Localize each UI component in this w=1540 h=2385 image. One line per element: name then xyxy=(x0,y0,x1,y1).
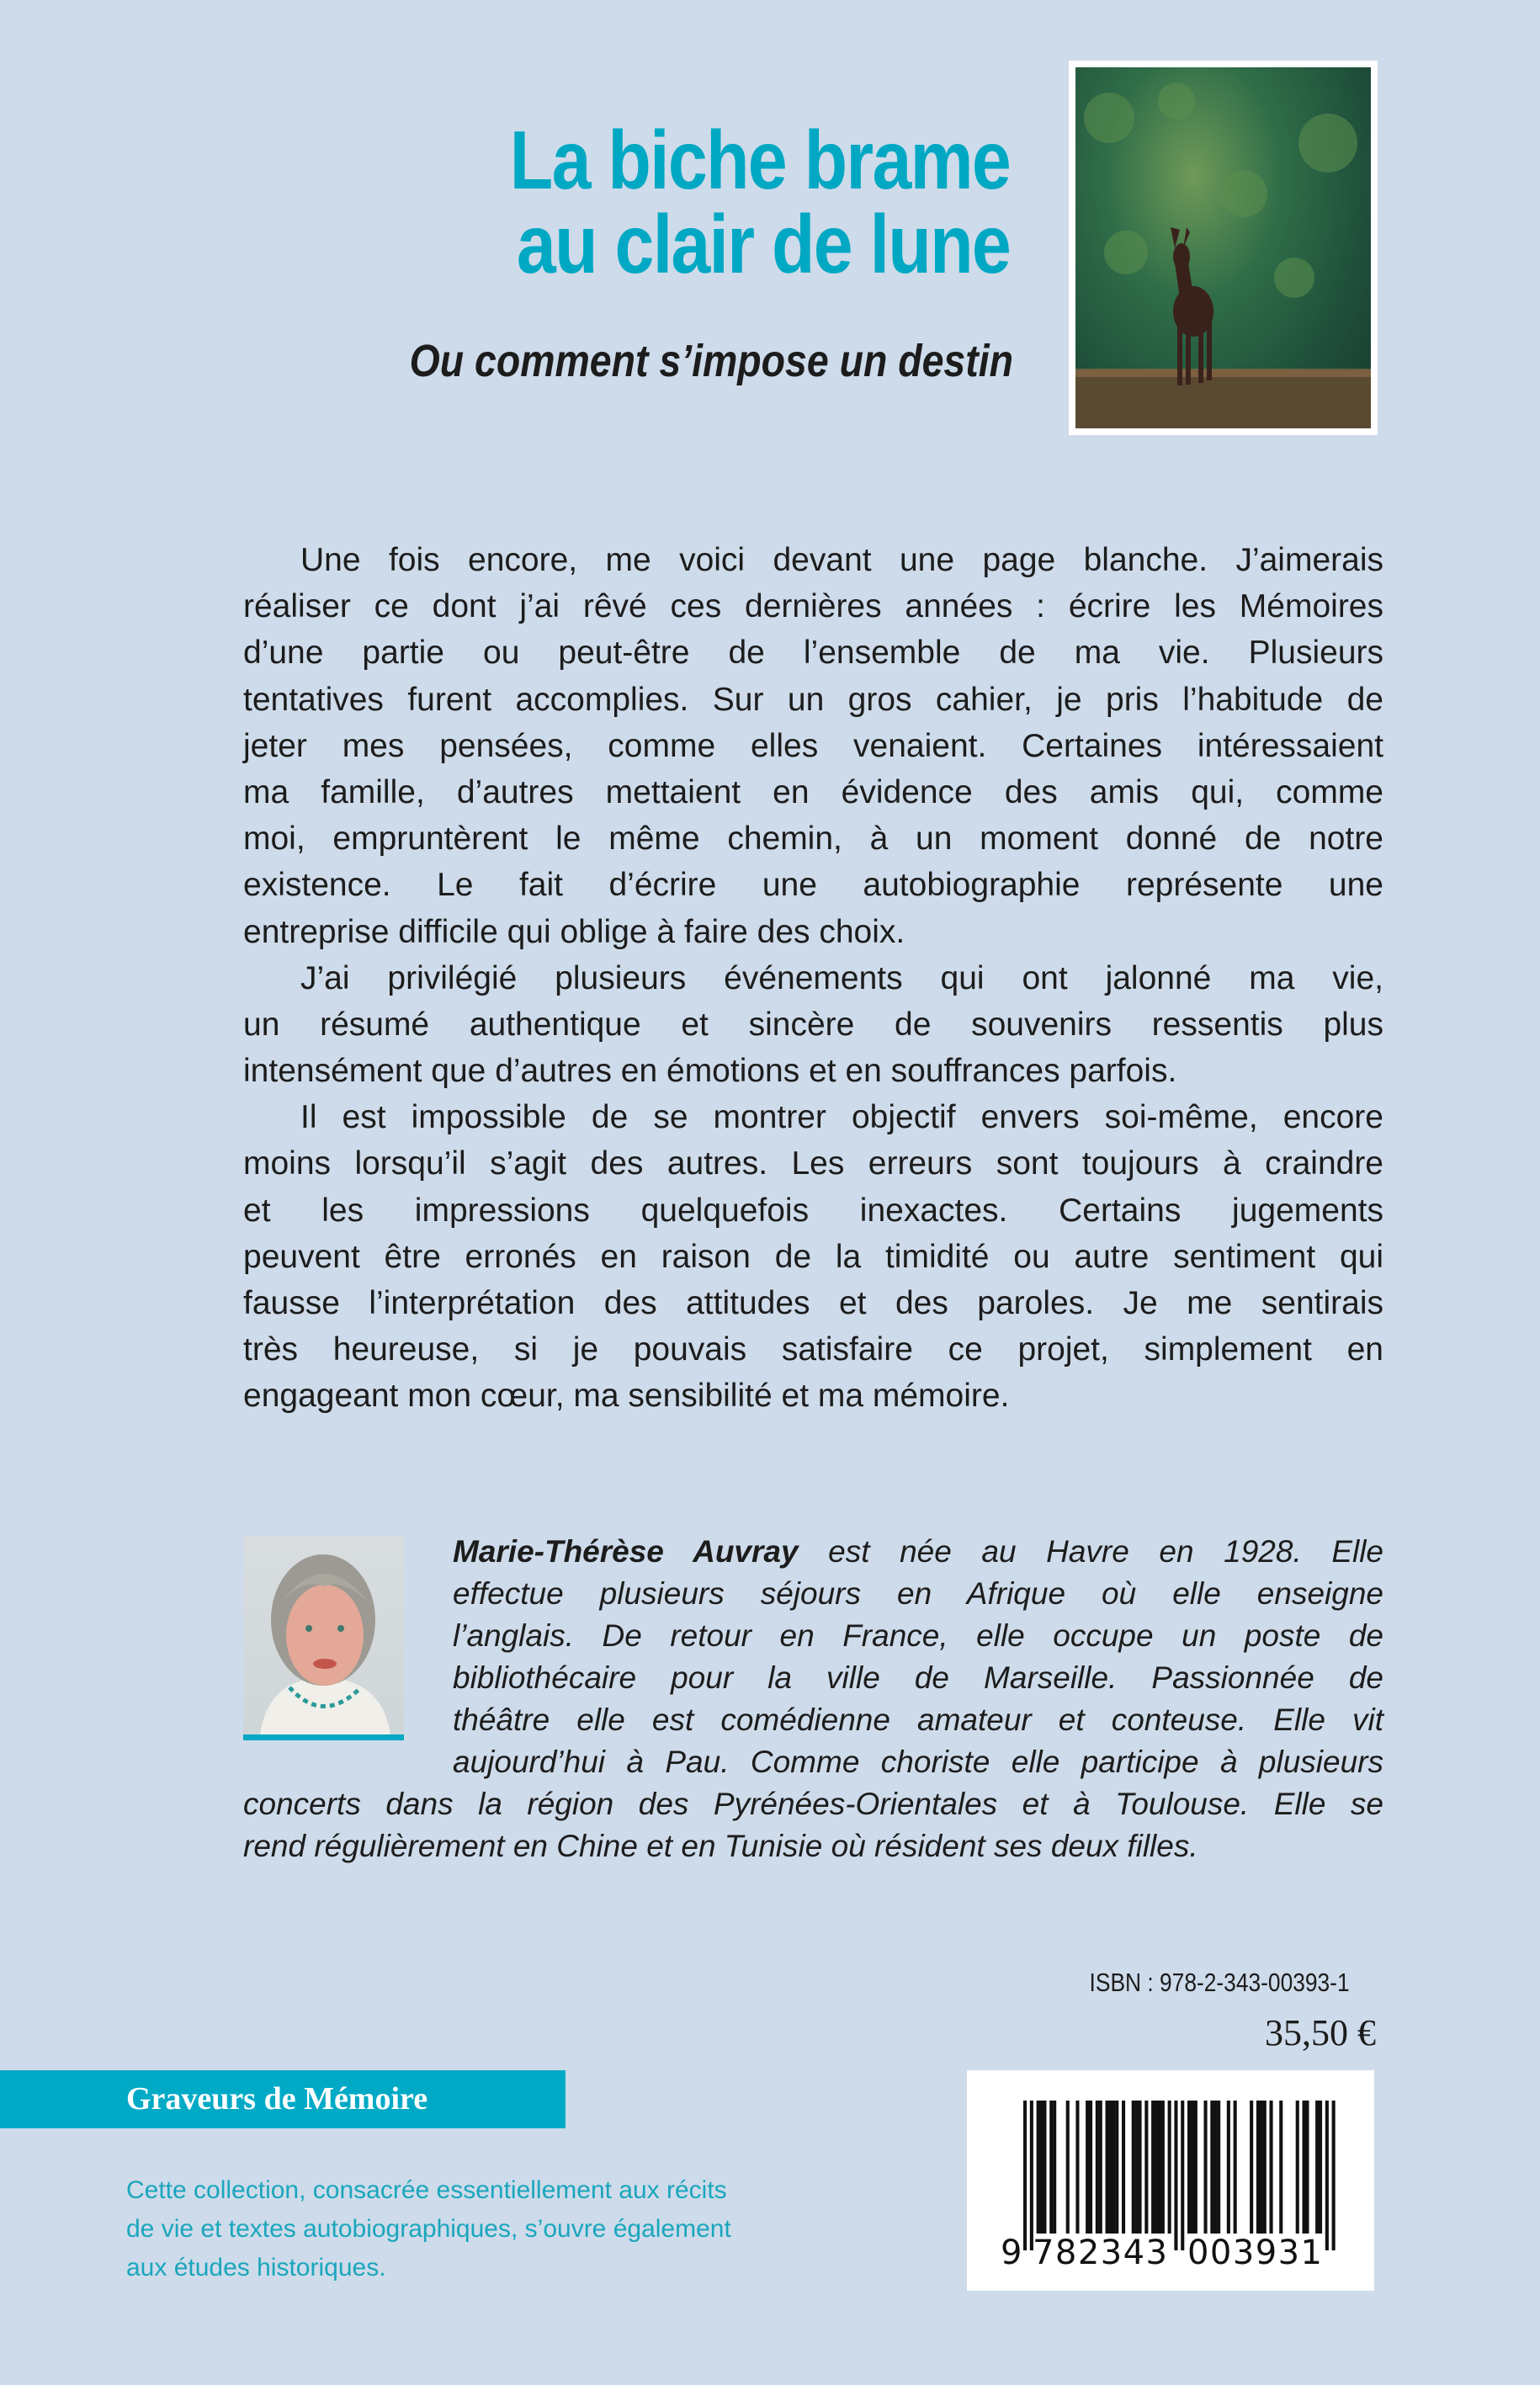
barcode-bar xyxy=(1213,2101,1217,2234)
book-price: 35,50 € xyxy=(1265,2012,1376,2053)
barcode-bar xyxy=(1155,2101,1158,2234)
bio-line: l’anglais. De retour en France, elle occupe un poste de xyxy=(453,1618,1383,1653)
blurb-line: réaliser ce dont j’ai rêvé ces dernières années : écrire les Mémoires xyxy=(243,588,1383,625)
blurb-line: très heureuse, si je pouvais satisfaire ce projet, simplement en xyxy=(243,1331,1383,1368)
barcode-bar xyxy=(1040,2101,1043,2234)
blurb-line: Une fois encore, me voici devant une page blanche. J’aimerais xyxy=(300,542,1383,578)
blurb-line: un résumé authentique et sincère de souvenirs ressentis plus xyxy=(243,1006,1383,1043)
collection-description xyxy=(126,2171,731,2287)
barcode-bar xyxy=(1096,2101,1099,2234)
barcode-bar xyxy=(1037,2101,1040,2234)
barcode-bar xyxy=(1191,2101,1194,2234)
barcode-bar xyxy=(1187,2101,1191,2234)
barcode-bar xyxy=(1086,2101,1089,2234)
author-biography xyxy=(243,1531,1383,1867)
barcode-bar xyxy=(1260,2101,1263,2234)
barcode-bar xyxy=(1217,2101,1220,2234)
collection-description-line: aux études historiques. xyxy=(126,2254,386,2281)
book-subtitle: Ou comment s’impose un destin xyxy=(409,336,1014,386)
bio-line: bibliothécaire pour la ville de Marseille. Passionnée de xyxy=(453,1660,1383,1695)
bio-line: rend régulièrement en Chine et en Tunisie où résident ses deux filles. xyxy=(243,1829,1198,1863)
barcode-left-digits: 782343 xyxy=(1033,2234,1167,2272)
bio-line: théâtre elle est comédienne amateur et conteuse. Elle vit xyxy=(453,1702,1383,1737)
bio-line: concerts dans la région des Pyrénées-Orientales et à Toulouse. Elle se xyxy=(243,1787,1383,1821)
bio-line: effectue plusieurs séjours en Afrique où elle enseigne xyxy=(453,1576,1383,1611)
author-name: Marie-Thérèse Auvray xyxy=(453,1534,799,1569)
barcode-bar xyxy=(1151,2101,1155,2234)
blurb-line: moins lorsqu’il s’agit des autres. Les erreurs sont toujours à craindre xyxy=(243,1145,1383,1182)
barcode-bar xyxy=(1043,2101,1046,2234)
barcode-bar xyxy=(1075,2101,1079,2234)
blurb-line: fausse l’interprétation des attitudes et des paroles. Je me sentirais xyxy=(243,1285,1383,1321)
barcode-first-digit: 9 xyxy=(1001,2234,1022,2272)
blurb-line: et les impressions quelquefois inexactes. Certains jugements xyxy=(243,1192,1383,1229)
blurb-line: Il est impossible de se montrer objectif envers soi-même, encore xyxy=(300,1099,1383,1136)
barcode-bar xyxy=(1181,2101,1184,2250)
barcode-bar xyxy=(1049,2101,1053,2234)
barcode-bar xyxy=(1270,2101,1273,2234)
barcode-bar xyxy=(1066,2101,1070,2234)
blurb-line: peuvent être erronés en raison de la timidité ou autre sentiment qui xyxy=(243,1238,1383,1275)
book-title-line: au clair de lune xyxy=(516,198,1010,290)
book-title-line: La biche brame xyxy=(509,114,1010,206)
barcode-bar xyxy=(1144,2101,1148,2234)
barcode-bar xyxy=(1122,2101,1125,2234)
barcode-bar xyxy=(1112,2101,1115,2234)
barcode-bar xyxy=(1234,2101,1237,2234)
collection-description-line: de vie et textes autobiographiques, s’ouvre également xyxy=(126,2215,731,2243)
barcode-right-digits: 003931 xyxy=(1187,2234,1322,2272)
barcode-bar xyxy=(1161,2101,1165,2234)
blurb-line: ma famille, d’autres mettaient en évidence des amis qui, comme xyxy=(243,773,1383,810)
blurb-line: tentatives furent accomplies. Sur un gros cahier, je pris l’habitude de xyxy=(243,681,1383,718)
blurb-line: intensément que d’autres en émotions et en souffrances parfois. xyxy=(243,1053,1177,1090)
blurb-line: J’ai privilégié plusieurs événements qui ont jalonné ma vie, xyxy=(300,959,1383,996)
barcode-bar xyxy=(1023,2101,1027,2250)
collection-name: Graveurs de Mémoire xyxy=(126,2081,428,2117)
blurb-line: engageant mon cœur, ma sensibilité et ma mémoire. xyxy=(243,1378,1010,1415)
barcode-bar xyxy=(1227,2101,1230,2234)
barcode-bar xyxy=(1303,2101,1306,2234)
blurb-line: jeter mes pensées, comme elles venaient. Certaines intéressaient xyxy=(243,727,1383,764)
barcode-bar xyxy=(1139,2101,1142,2234)
barcode-bar xyxy=(1319,2101,1322,2234)
barcode-bar xyxy=(1296,2101,1299,2234)
barcode-bar xyxy=(1168,2101,1171,2234)
blurb-line: moi, empruntèrent le même chemin, à un moment donné de notre xyxy=(243,821,1383,858)
barcode-bar xyxy=(1194,2101,1197,2234)
barcode-bar xyxy=(1106,2101,1109,2234)
bio-line xyxy=(243,1531,1383,1573)
barcode-bar xyxy=(1250,2101,1253,2234)
barcode-bar xyxy=(1256,2101,1260,2234)
barcode-bar xyxy=(1325,2101,1329,2250)
cover-photo-deer-in-forest xyxy=(1069,61,1378,435)
barcode-label xyxy=(967,2070,1374,2291)
book-title xyxy=(404,114,1010,290)
blurb-line: existence. Le fait d’écrire une autobiographie représente une xyxy=(243,867,1383,904)
blurb-line: entreprise difficile qui oblige à faire des choix. xyxy=(243,913,905,950)
bio-text: est née au Havre en 1928. Elle xyxy=(798,1534,1384,1569)
barcode-bar xyxy=(1132,2101,1135,2234)
back-cover-blurb xyxy=(243,537,1383,1420)
barcode-bar xyxy=(1158,2101,1161,2234)
barcode-bar xyxy=(1108,2101,1112,2234)
barcode-bar xyxy=(1332,2101,1336,2250)
barcode-bar xyxy=(1030,2101,1033,2250)
blurb-line: d’une partie ou peut-être de l’ensemble de ma vie. Plusieurs xyxy=(243,635,1383,672)
collection-description-line: Cette collection, consacrée essentiellement aux récits xyxy=(126,2176,727,2204)
barcode-bar xyxy=(1279,2101,1282,2234)
barcode-bar xyxy=(1210,2101,1213,2234)
barcode-bar xyxy=(1174,2101,1177,2250)
barcode-bar xyxy=(1135,2101,1139,2234)
barcode-bar xyxy=(1263,2101,1267,2234)
ean13-barcode xyxy=(967,2070,1374,2291)
isbn-number: ISBN : 978-2-343-00393-1 xyxy=(1089,1968,1350,1997)
barcode-bar xyxy=(1115,2101,1118,2234)
barcode-bar xyxy=(1099,2101,1102,2234)
barcode-bar xyxy=(1089,2101,1092,2234)
barcode-bar xyxy=(1053,2101,1056,2234)
bio-line: aujourd’hui à Pau. Comme choriste elle participe à plusieurs xyxy=(453,1745,1383,1779)
barcode-bar xyxy=(1305,2101,1309,2234)
barcode-bar xyxy=(1315,2101,1319,2234)
deer-illustration xyxy=(1075,67,1371,428)
barcode-bar xyxy=(1204,2101,1208,2234)
